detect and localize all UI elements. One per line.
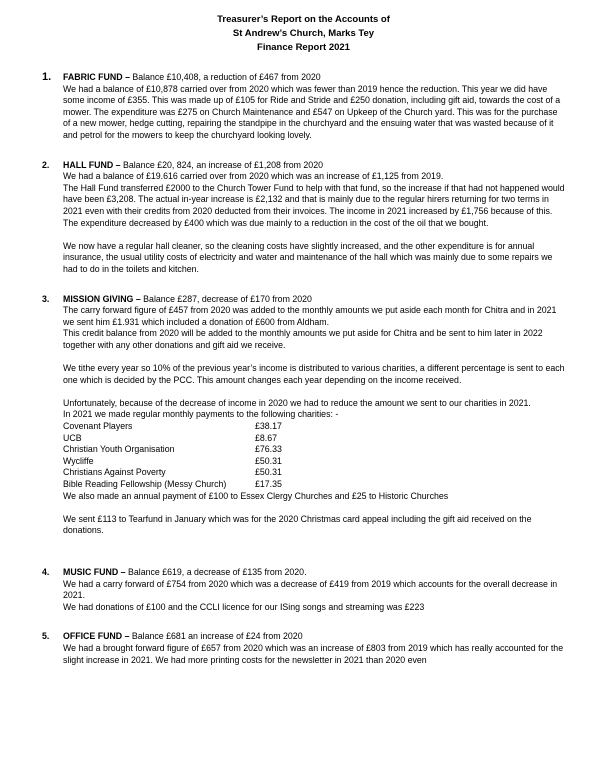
section-body — [63, 631, 565, 666]
fund-name: HALL FUND – — [63, 159, 121, 170]
charity-amount: £38.17 — [255, 421, 282, 432]
charity-row — [63, 433, 565, 445]
section-number: 5. — [42, 631, 50, 642]
charity-amount: £50.31 — [255, 455, 282, 466]
charity-name: Christian Youth Organisation — [63, 444, 175, 455]
report-section — [42, 160, 565, 276]
charity-amount: £76.33 — [255, 444, 282, 455]
paragraph: We had donations of £100 and the CCLI licence for our ISing songs and streaming was £223 — [63, 601, 425, 612]
report-sections — [42, 72, 565, 666]
report-title — [42, 13, 565, 55]
charity-name: Covenant Players — [63, 421, 133, 432]
section-number: 4. — [42, 566, 50, 577]
fund-name: OFFICE FUND – — [63, 631, 130, 642]
section-body — [63, 294, 565, 537]
report-title-line3: Finance Report 2021 — [257, 42, 350, 53]
paragraph: We now have a regular hall cleaner, so the cleaning costs have slightly increased, and the other expenditure is for annual insurance, the usual utility costs of electricity and water and maintenance of the hall which was mainly due to some repairs we had to do in the toilets and kitchen. — [63, 240, 553, 274]
section-number: 2. — [42, 159, 50, 170]
charity-payments-table — [63, 421, 565, 491]
charity-name: Bible Reading Fellowship (Messy Church) — [63, 479, 227, 489]
charity-name: Christians Against Poverty — [63, 467, 166, 478]
fund-balance-summary: Balance £287, decrease of £170 from 2020 — [140, 293, 312, 304]
charity-row — [63, 467, 565, 479]
paragraph: We had a carry forward of £754 from 2020 which was a decrease of £419 from 2019 which accounts for the overall decrease in 2021. — [63, 578, 558, 601]
report-section — [42, 631, 565, 666]
paragraph: We tithe every year so 10% of the previous year’s income is distributed to various charities, a different percentage is sent to each one which is decided by the PCC. This amount changes each year depending on the income received. — [63, 363, 565, 385]
fund-balance-summary: Balance £619, a decrease of £135 from 2020. — [125, 566, 307, 577]
charity-name: UCB — [63, 432, 82, 443]
section-body — [63, 160, 565, 276]
blank-line — [63, 229, 565, 241]
fund-name: MISSION GIVING – — [63, 293, 141, 304]
report-section — [42, 567, 565, 613]
paragraph: We had a balance of £19.616 carried over from 2020 which was an increase of £1,125 from 2019. — [63, 171, 444, 182]
fund-balance-summary: Balance £20, 824, an increase of £1,208 from 2020 — [120, 159, 323, 170]
report-title-line2: St Andrew’s Church, Marks Tey — [232, 28, 375, 39]
section-body — [63, 567, 565, 613]
charity-amount: £50.31 — [255, 467, 282, 478]
charity-row — [63, 421, 565, 433]
section-heading — [63, 294, 565, 306]
paragraph: This credit balance from 2020 will be added to the monthly amounts we put aside for Chitra and be sent to him later in 2022 together with any other donations and gift aid we receive. — [63, 328, 543, 350]
paragraph: The Hall Fund transferred £2000 to the Church Tower Fund to help with that fund, so the increase if that had not happened would have been £3,208. The actual in-year increase is £2,132 and that is mainly due to the regular hirers returning for two terms in 2021 even with their credits from 2020 deducted from their invoices. The income in 2021 increased by £1,756 because of this. The expenditure decreased by £400 which was due mainly to a reduction in the cost of the oil that we bought. — [63, 182, 565, 228]
blank-line — [63, 386, 565, 398]
charity-amount: £17.35 — [255, 479, 282, 489]
blank-line — [63, 351, 565, 363]
section-heading — [63, 72, 565, 84]
paragraph: We had a brought forward figure of £657 from 2020 which was an increase of £803 from 2019 which has really accounted for the slight increase in 2021. We had more printing costs for the newsletter in 2021 than 2020 even — [63, 642, 564, 665]
paragraph: The carry forward figure of £457 from 2020 was added to the monthly amounts we put aside each month for Chitra and in 2021 we sent him £1.931 which included a donation of £600 from Aldham. — [63, 305, 557, 327]
section-number: 1. — [42, 71, 52, 83]
fund-name: MUSIC FUND – — [63, 566, 126, 577]
report-title-line1: Treasurer’s Report on the Accounts of — [217, 14, 390, 25]
section-heading — [63, 631, 565, 643]
paragraph: We also made an annual payment of £100 to Essex Clergy Churches and £25 to Historic Churches — [63, 490, 449, 501]
charity-name: Wycliffe — [63, 455, 94, 466]
section-body — [63, 72, 565, 142]
charity-row — [63, 456, 565, 468]
section-heading — [63, 567, 565, 579]
charity-row — [63, 444, 565, 456]
paragraph: Unfortunately, because of the decrease of income in 2020 we had to reduce the amount we sent to our charities in 2021. — [63, 397, 531, 408]
paragraph: We sent £113 to Tearfund in January which was for the 2020 Christmas card appeal including the gift aid received on the donations. — [63, 513, 532, 536]
report-section — [42, 294, 565, 537]
section-number: 3. — [42, 293, 50, 304]
section-heading — [63, 160, 565, 172]
fund-balance-summary: Balance £681 an increase of £24 from 2020 — [129, 631, 303, 642]
report-section — [42, 72, 565, 142]
paragraph: In 2021 we made regular monthly payments to the following charities: - — [63, 409, 339, 420]
charity-row — [63, 479, 565, 491]
fund-balance-summary: Balance £10,408, a reduction of £467 from 2020 — [129, 72, 321, 82]
blank-line — [63, 502, 565, 514]
fund-name: FABRIC FUND – — [63, 72, 130, 82]
paragraph: We had a balance of £10,878 carried over from 2020 which was fewer than 2019 hence the reduction. This year we did have some income of £355. This was made up of £105 for Ride and Stride and £250 donation, including gift aid, towards the cost of a mower. The expenditure was £275 on Church Maintenance and £547 on Upkeep of the Church yard. This was for the purchase of a new mower, hedge cutting, repairing the standpipe in the churchyard and the ensuing water that was wasted because of it and petrol for the mowers to keep the churchyard looking lovely. — [63, 83, 561, 140]
charity-amount: £8.67 — [255, 432, 278, 443]
